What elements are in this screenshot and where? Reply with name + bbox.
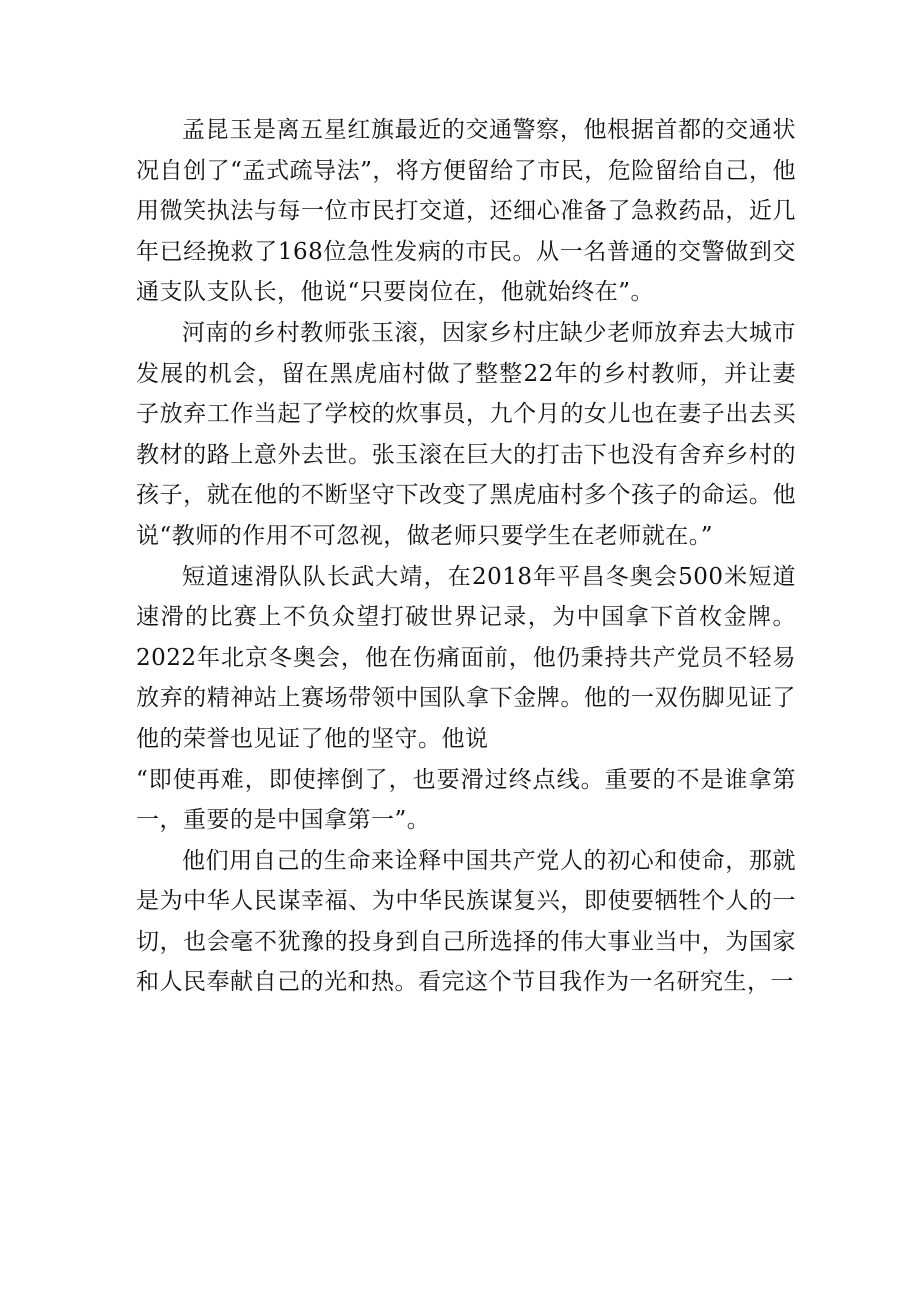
document-body	[136, 110, 796, 1003]
paragraph-wu-dajing-quote: “即使再难，即使摔倒了，也要滑过终点线。重要的不是谁拿第一，重要的是中国拿第一”。	[136, 766, 796, 834]
paragraph-zhang-yugun: 河南的乡村教师张玉滚，因家乡村庄缺少老师放弃去大城市发展的机会，留在黑虎庙村做了整整22年的乡村教师，并让妻子放弃工作当起了学校的炊事员，九个月的女儿也在妻子出去买教材的路上意外去世。张玉滚在巨大的打击下也没有舍弃乡村的孩子，就在他的不断坚守下改变了黑虎庙村多个孩子的命运。他说“教师的作用不可忽视，做老师只要学生在老师就在。”	[136, 319, 796, 549]
paragraph-conclusion: 他们用自己的生命来诠释中国共产党人的初心和使命，那就是为中华人民谋幸福、为中华民族谋复兴，即使要牺牲个人的一切，也会毫不犹豫的投身到自己所选择的伟大事业当中，为国家和人民奉献自己的光和热。看完这个节目我作为一名研究生，一	[136, 847, 796, 996]
paragraph-wu-dajing: 短道速滑队队长武大靖，在2018年平昌冬奥会500米短道速滑的比赛上不负众望打破世界记录，为中国拿下首枚金牌。2022年北京冬奥会，他在伤痛面前，他仍秉持共产党员不轻易放弃的精神站上赛场带领中国队拿下金牌。他的一双伤脚见证了他的荣誉也见证了他的坚守。他说	[136, 563, 796, 752]
paragraph-meng-kunyu: 孟昆玉是离五星红旗最近的交通警察，他根据首都的交通状况自创了“孟式疏导法”，将方便留给了市民，危险留给自己，他用微笑执法与每一位市民打交道，还细心准备了急救药品，近几年已经挽救了168位急性发病的市民。从一名普通的交警做到交通支队支队长，他说“只要岗位在，他就始终在”。	[136, 117, 796, 306]
